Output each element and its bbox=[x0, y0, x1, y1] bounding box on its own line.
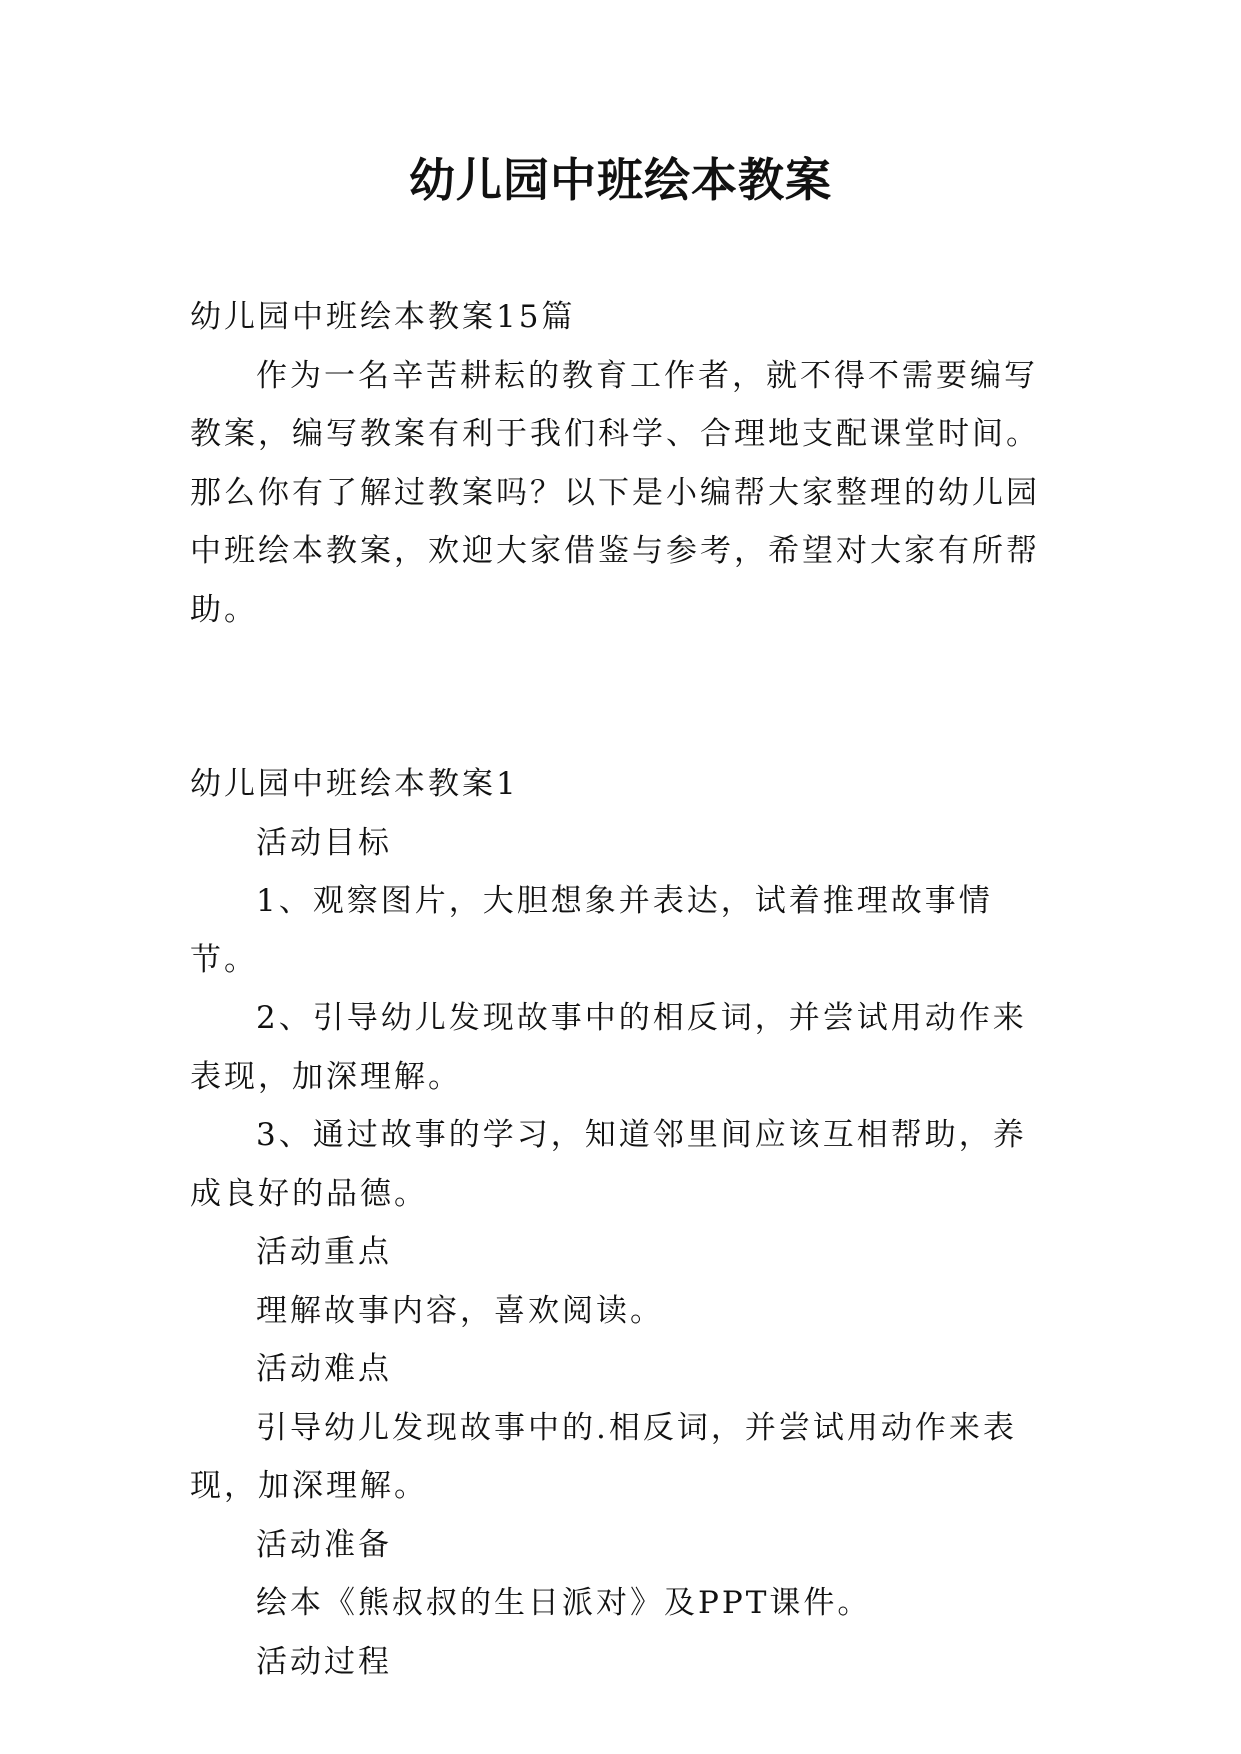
key-text: 理解故事内容，喜欢阅读。 bbox=[256, 1292, 664, 1329]
key-heading: 活动重点 bbox=[256, 1234, 392, 1270]
goal-heading: 活动目标 bbox=[256, 824, 392, 861]
process-heading: 活动过程 bbox=[256, 1643, 392, 1680]
document-subtitle: 幼儿园中班绘本教案15篇 bbox=[190, 299, 576, 335]
section-spacer bbox=[190, 639, 1060, 755]
difficulty-text: 引导幼儿发现故事中的.相反词，并尝试用动作来表现，加深理解。 bbox=[190, 1409, 1017, 1504]
document-body bbox=[190, 288, 1060, 1691]
prep-text: 绘本《熊叔叔的生日派对》及PPT课件。 bbox=[256, 1585, 872, 1621]
goal-item-2: 2、引导幼儿发现故事中的相反词，并尝试用动作来表现，加深理解。 bbox=[190, 1000, 1027, 1095]
goal-item-3: 3、通过故事的学习，知道邻里间应该互相帮助，养成良好的品德。 bbox=[190, 1117, 1027, 1212]
intro-paragraph: 作为一名辛苦耕耘的教育工作者，就不得不需要编写教案，编写教案有利于我们科学、合理地支配课堂时间。那么你有了解过教案吗？以下是小编帮大家整理的幼儿园中班绘本教案，欢迎大家借鉴与参考，希望对大家有所帮助。 bbox=[190, 357, 1040, 628]
goal-item-1: 1、观察图片，大胆想象并表达，试着推理故事情节。 bbox=[190, 883, 993, 978]
document-title: 幼儿园中班绘本教案 bbox=[409, 153, 832, 207]
prep-heading: 活动准备 bbox=[256, 1526, 392, 1563]
difficulty-heading: 活动难点 bbox=[256, 1351, 392, 1387]
section-heading: 幼儿园中班绘本教案1 bbox=[190, 766, 519, 802]
